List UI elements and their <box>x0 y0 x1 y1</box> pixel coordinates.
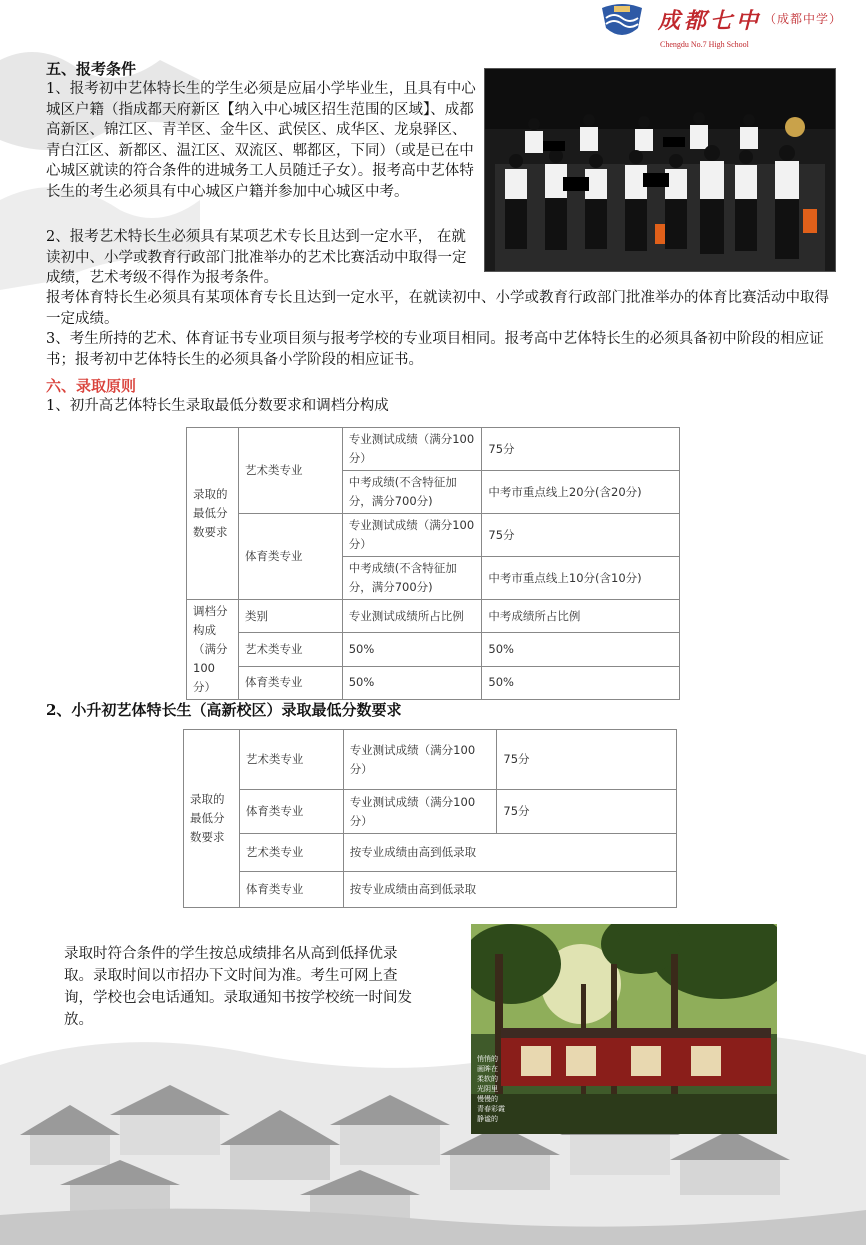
sport-prof-min-cell: 75分 <box>497 790 677 834</box>
section5-paragraph-2: 2、报考艺术特长生必须具有某项艺术专长且达到一定水平， 在就读初中、小学或教育行政部门批准举办的艺术比赛活动中取得一定成绩，艺术考级不得作为报考条件。 <box>46 229 467 286</box>
section5-paragraph-4: 3、考生所持的艺术、体育证书专业项目须与报考学校的专业项目相同。报考高中艺体特长生的必须具备初中阶段的相应证书；报考初中艺体特长生的必须具备小学阶段的相应证书。 <box>46 331 824 368</box>
prof-ratio-header: 专业测试成绩所占比例 <box>342 600 482 633</box>
art-major-cell: 艺术类专业 <box>239 834 343 872</box>
sport-prof-ratio: 50% <box>342 666 482 699</box>
prof-test-cell: 专业测试成绩（满分100分） <box>342 428 482 471</box>
art-major-cell: 艺术类专业 <box>238 633 342 666</box>
table1-caption: 1、初升高艺体特长生录取最低分数要求和调档分构成 <box>46 398 389 414</box>
prof-test-cell: 专业测试成绩（满分100分） <box>343 730 497 790</box>
art-prof-ratio: 50% <box>342 633 482 666</box>
sport-major-cell: 体育类专业 <box>239 790 343 834</box>
min-score-label: 录取的最低分数要求 <box>187 428 239 600</box>
art-major-cell: 艺术类专业 <box>239 730 343 790</box>
sport-zhongkao-min-cell: 中考市重点线上10分(含10分) <box>482 557 680 600</box>
sport-major-cell: 体育类专业 <box>238 666 342 699</box>
junior-admission-table <box>183 729 677 908</box>
logo-title: 成都七中 <box>658 8 763 34</box>
prof-test-cell: 专业测试成绩（满分100分） <box>342 514 482 557</box>
photo-caption: 悄悄的 画眸在 柔软的 光阴里 慢慢的 青春彩霞 静谧的 <box>477 1055 505 1123</box>
art-prof-min-cell: 75分 <box>497 730 677 790</box>
school-emblem-icon <box>598 2 646 42</box>
table2-caption: 2、小升初艺体特长生（高新校区）录取最低分数要求 <box>46 701 402 719</box>
section5-paragraph-1: 1、报考初中艺体特长生的学生必须是应届小学毕业生，且具有中心城区户籍（指成都天府新区【纳入中心城区招生范围的区域】、成都高新区、锦江区、青羊区、金牛区、武侯区、成华区、龙泉驿区、青白江区、新都区、温江区、双流区、郫都区，下同）（或是已在中心城区就读的符合条件的进城务工人员随迁子女）。报考高中艺体特长生的考生必须具有中心城区户籍并参加中心城区中考。 <box>46 81 476 200</box>
section5-paragraph-3: 报考体育特长生必须具有某项体育专长且达到一定水平，在就读初中、小学或教育行政部门批准举办的体育比赛活动中取得一定成绩。 <box>46 290 829 327</box>
art-zhongkao-min-cell: 中考市重点线上20分(含20分) <box>482 471 680 514</box>
senior-admission-table <box>186 427 680 700</box>
section6-heading: 六、录取原则 <box>46 377 137 395</box>
orchestra-photo <box>484 68 836 272</box>
logo-subtitle: （成都中学） <box>764 12 843 26</box>
category-header: 类别 <box>238 600 342 633</box>
sport-zk-ratio: 50% <box>482 666 680 699</box>
sport-major-cell: 体育类专业 <box>238 514 342 600</box>
min-score-label: 录取的最低分数要求 <box>184 730 240 908</box>
art-rank-rule: 按专业成绩由高到低录取 <box>343 834 676 872</box>
zhongkao-cell: 中考成绩(不含特征加分，满分700分) <box>342 471 482 514</box>
prof-test-cell: 专业测试成绩（满分100分） <box>343 790 497 834</box>
zk-ratio-header: 中考成绩所占比例 <box>482 600 680 633</box>
closing-paragraph: 录取时符合条件的学生按总成绩排名从高到低择优录取。录取时间以市招办下文时间为准。考生可网上查询，学校也会电话通知。录取通知书按学校统一时间发放。 <box>64 946 412 1028</box>
file-score-label: 调档分构成（满分100分） <box>187 600 239 700</box>
art-prof-min-cell: 75分 <box>482 428 680 471</box>
art-major-cell: 艺术类专业 <box>238 428 342 514</box>
sport-prof-min-cell: 75分 <box>482 514 680 557</box>
school-logo <box>598 2 848 52</box>
zhongkao-cell: 中考成绩(不含特征加分，满分700分) <box>342 557 482 600</box>
art-zk-ratio: 50% <box>482 633 680 666</box>
sport-major-cell: 体育类专业 <box>239 872 343 908</box>
sport-rank-rule: 按专业成绩由高到低录取 <box>343 872 676 908</box>
section5-heading: 五、报考条件 <box>46 60 137 78</box>
logo-english-name: Chengdu No.7 High School <box>660 40 749 49</box>
campus-photo <box>471 924 777 1134</box>
